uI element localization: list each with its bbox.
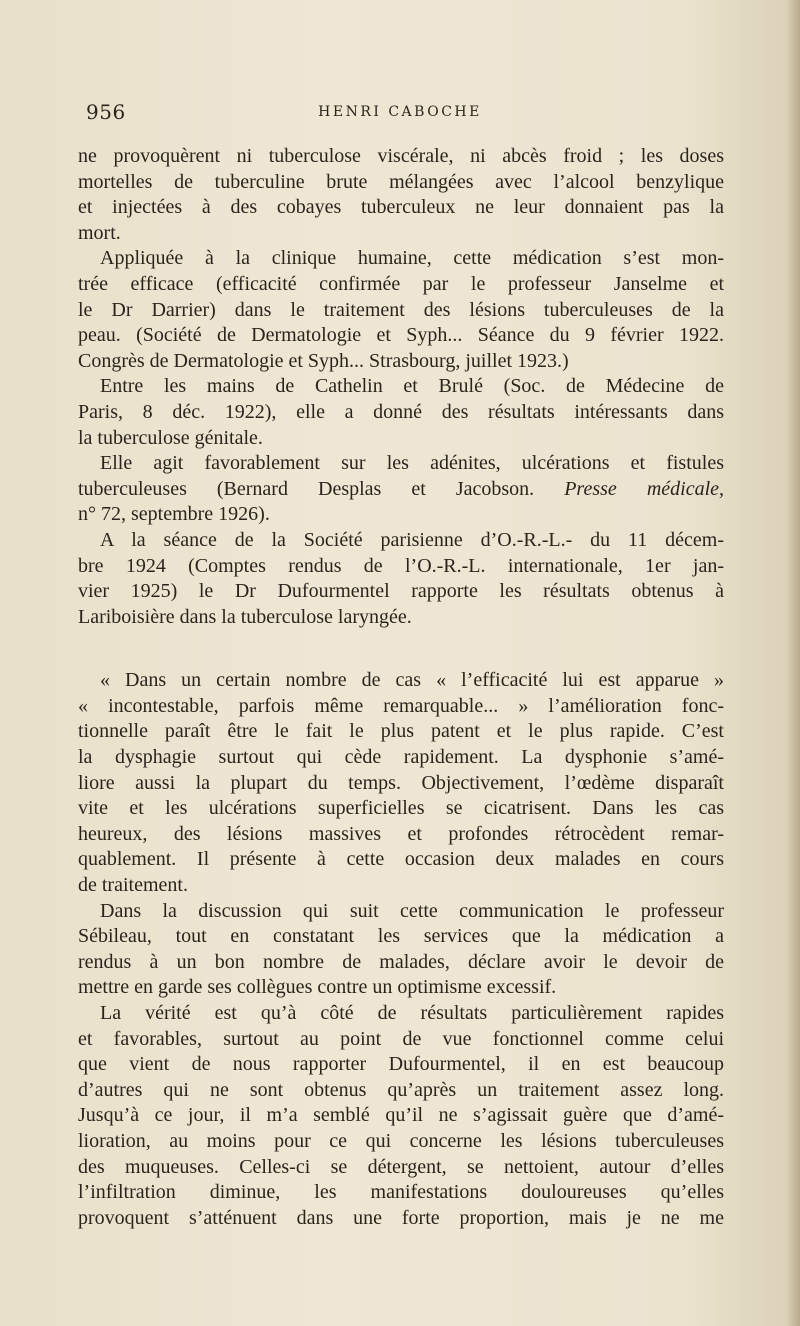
text-line: bre 1924 (Comptes rendus de l’O.-R.-L. internationale, 1er jan- — [78, 554, 724, 577]
text-line: « Dans un certain nombre de cas « l’efficacité lui est apparue » — [100, 669, 724, 692]
text-line: des muqueuses. Celles-ci se détergent, se nettoient, autour d’elles — [78, 1155, 724, 1178]
text-line: et favorables, surtout au point de vue fonctionnel comme celui — [78, 1027, 724, 1050]
text-line: Dans la discussion qui suit cette communication le professeur — [100, 899, 724, 922]
text-line — [78, 477, 724, 503]
body-text — [78, 144, 724, 1231]
journal-title: Presse médicale, — [564, 477, 725, 500]
page-edge-shadow — [786, 0, 800, 1326]
text-line: rendus à un bon nombre de malades, déclare avoir le devoir de — [78, 950, 724, 973]
text-line: quablement. Il présente à cette occasion deux malades en cours — [78, 848, 724, 871]
text-line: que vient de nous rapporter Dufourmentel, il en est beaucoup — [78, 1053, 724, 1076]
text-line: Lariboisière dans la tuberculose laryngée. — [78, 605, 412, 628]
text-line: Jusqu’à ce jour, il m’a semblé qu’il ne s’agissait guère que d’amé- — [78, 1104, 724, 1127]
text-line: La vérité est qu’à côté de résultats particulièrement rapides — [100, 1002, 724, 1024]
text-line: heureux, des lésions massives et profondes rétrocèdent remar- — [78, 822, 724, 845]
text-line: liore aussi la plupart du temps. Objectivement, l’œdème disparaît — [78, 771, 724, 794]
text-line: Appliquée à la clinique humaine, cette médication s’est mon- — [100, 247, 724, 270]
text-line: le Dr Darrier) dans le traitement des lésions tuberculeuses de la — [78, 298, 724, 321]
text-line: trée efficace (efficacité confirmée par le professeur Janselme et — [78, 272, 724, 295]
text-line: mortelles de tuberculine brute mélangées avec l’alcool benzylique — [78, 170, 724, 193]
page-number: 956 — [86, 100, 126, 124]
text-line: Elle agit favorablement sur les adénites, ulcérations et fistules — [100, 452, 724, 475]
text-line: vite et les ulcérations superficielles se cicatrisent. Dans les cas — [78, 797, 724, 820]
text-line: provoquent s’atténuent dans une forte proportion, mais je ne me — [78, 1206, 724, 1229]
text-line: la tuberculose génitale. — [78, 426, 263, 449]
text-line: n° 72, septembre 1926). — [78, 503, 270, 526]
text-line: Sébileau, tout en constatant les services que la médication a — [78, 925, 724, 948]
text-line: mort. — [78, 221, 121, 244]
text-line: d’autres qui ne sont obtenus qu’après un traitement assez long. — [78, 1078, 724, 1101]
text-line: l’infiltration diminue, les manifestations douloureuses qu’elles — [78, 1181, 724, 1204]
text-line: peau. (Société de Dermatologie et Syph... Séance du 9 février 1922. — [78, 324, 724, 347]
text-line: de traitement. — [78, 874, 188, 897]
text-line: Paris, 8 déc. 1922), elle a donné des résultats intéressants dans — [78, 400, 724, 423]
text-segment: tuberculeuses (Bernard Desplas et Jacobson. — [78, 477, 565, 500]
text-line: la dysphagie surtout qui cède rapidement. La dysphonie s’amé- — [78, 746, 724, 769]
text-line: mettre en garde ses collègues contre un optimisme excessif. — [78, 976, 557, 999]
page-header — [80, 100, 720, 130]
text-line: Entre les mains de Cathelin et Brulé (Soc. de Médecine de — [100, 375, 724, 398]
text-line: A la séance de la Société parisienne d’O.-R.-L.- du 11 décem- — [100, 528, 724, 551]
text-line: lioration, au moins pour ce qui concerne les lésions tuberculeuses — [78, 1129, 724, 1152]
text-line: Congrès de Dermatologie et Syph... Strasbourg, juillet 1923.) — [78, 349, 569, 372]
text-line: et injectées à des cobayes tuberculeux ne leur donnaient pas la — [78, 196, 724, 219]
text-line: vier 1925) le Dr Dufourmentel rapporte les résultats obtenus à — [78, 580, 724, 603]
text-line: ne provoquèrent ni tuberculose viscérale, ni abcès froid ; les doses — [78, 145, 724, 167]
text-line: « incontestable, parfois même remarquable... » l’amélioration fonc- — [78, 694, 724, 717]
paragraph-gap — [78, 630, 724, 668]
running-head: HENRI CABOCHE — [318, 104, 482, 120]
text-line: tionnelle paraît être le fait le plus patent et le plus rapide. C’est — [78, 720, 724, 743]
